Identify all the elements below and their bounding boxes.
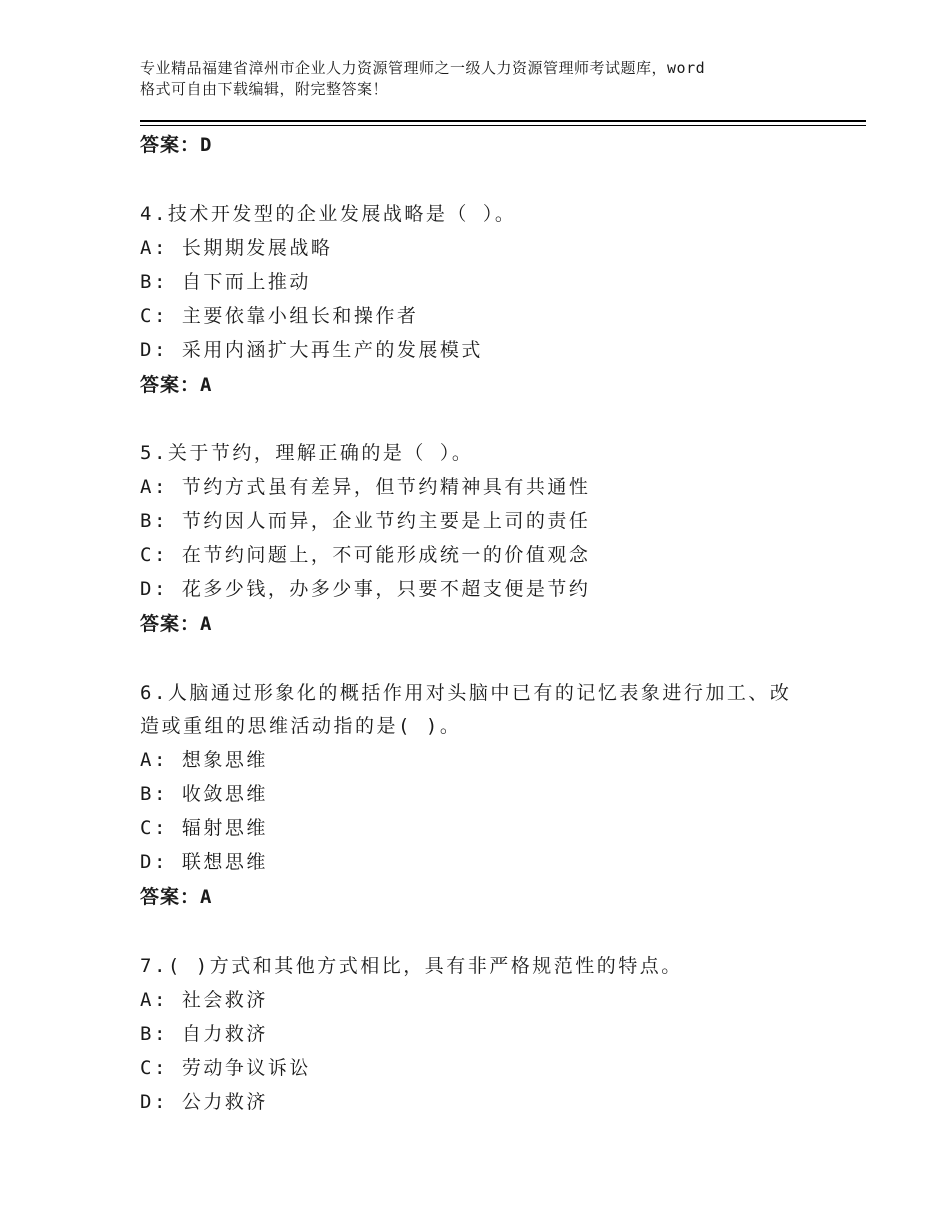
header-line-1: 专业精品福建省漳州市企业人力资源管理师之一级人力资源管理师考试题库，word	[140, 59, 706, 77]
question-7-text: 7.( )方式和其他方式相比，具有非严格规范性的特点。	[140, 955, 683, 977]
question-7-option-b: B: 自力救济	[140, 1023, 268, 1045]
question-6-option-b: B: 收敛思维	[140, 783, 268, 805]
question-4-text: 4.技术开发型的企业发展战略是（ ）。	[140, 203, 517, 225]
question-5-option-c: C: 在节约问题上，不可能形成统一的价值观念	[140, 544, 591, 566]
header-rule-thin	[140, 125, 866, 126]
question-7-option-a: A: 社会救济	[140, 989, 268, 1011]
document-header	[140, 58, 840, 100]
answer-q6: 答案：A	[140, 886, 213, 908]
header-rule-thick	[140, 120, 866, 122]
answer-q4: 答案：A	[140, 374, 213, 396]
answer-q3: 答案：D	[140, 134, 213, 156]
question-5-option-d: D: 花多少钱，办多少事，只要不超支便是节约	[140, 578, 591, 600]
question-6-option-d: D: 联想思维	[140, 851, 268, 873]
question-4-option-d: D: 采用内涵扩大再生产的发展模式	[140, 339, 483, 361]
question-7-option-d: D: 公力救济	[140, 1091, 268, 1113]
question-5-option-a: A: 节约方式虽有差异，但节约精神具有共通性	[140, 476, 591, 498]
answer-q5: 答案：A	[140, 613, 213, 635]
question-4-option-b: B: 自下而上推动	[140, 271, 311, 293]
question-5-option-b: B: 节约因人而异，企业节约主要是上司的责任	[140, 510, 591, 532]
question-7-option-c: C: 劳动争议诉讼	[140, 1057, 311, 1079]
question-4-option-a: A: 长期期发展战略	[140, 237, 333, 259]
question-5-text: 5.关于节约，理解正确的是（ ）。	[140, 442, 474, 464]
question-6-text-line-2: 造或重组的思维活动指的是( )。	[140, 715, 462, 737]
question-6-option-c: C: 辐射思维	[140, 817, 268, 839]
header-line-2: 格式可自由下载编辑，附完整答案！	[140, 80, 389, 98]
question-4-option-c: C: 主要依靠小组长和操作者	[140, 305, 419, 327]
question-6-text-line-1: 6.人脑通过形象化的概括作用对头脑中已有的记忆表象进行加工、改	[140, 682, 792, 704]
question-6-option-a: A: 想象思维	[140, 749, 268, 771]
